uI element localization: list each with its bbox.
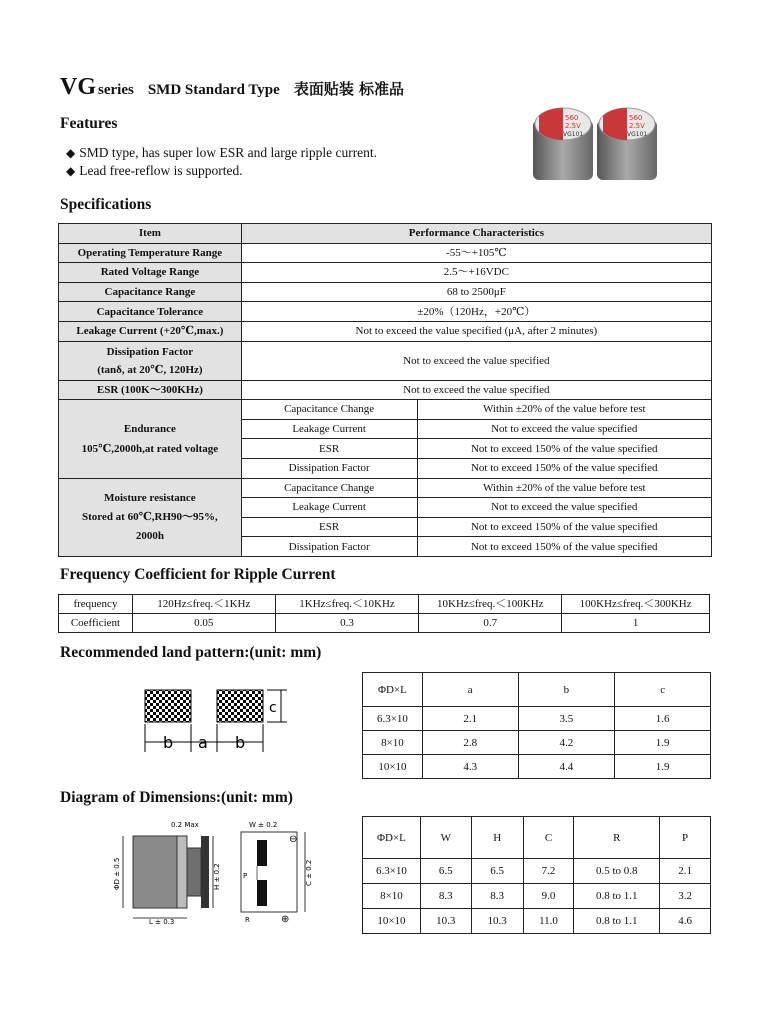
label-b: b: [163, 733, 174, 752]
table-row: [363, 731, 711, 755]
spec-item-line: Dissipation Factor: [106, 345, 194, 358]
spec-param: ESR: [241, 439, 417, 459]
land-cell: 1.9: [615, 755, 711, 779]
label-h: H ± 0.2: [213, 863, 221, 890]
dim-cell: 11.0: [523, 909, 574, 934]
spec-param: Dissipation Factor: [241, 537, 417, 557]
spec-item-line: 105℃,2000h,at rated voltage: [81, 442, 219, 455]
land-pattern-table: [362, 672, 711, 779]
table-row: [59, 595, 710, 614]
table-row: [363, 909, 711, 934]
dim-header: C: [523, 817, 574, 859]
cap-label-2: 2.5V: [629, 122, 645, 130]
spec-item: ESR (100K～300KHz): [59, 380, 242, 400]
spec-item-line: 2000h: [135, 529, 164, 542]
spec-value: Within ±20% of the value before test: [417, 400, 711, 420]
type-en: SMD Standard Type: [147, 82, 280, 98]
col-perf-header: Performance Characteristics: [241, 224, 711, 244]
table-row: [59, 400, 712, 420]
table-row: [59, 263, 712, 283]
spec-value: ±20%（120Hz，+20℃）: [241, 302, 711, 322]
land-cell: 4.3: [422, 755, 518, 779]
dimensions-icon: [105, 818, 320, 930]
specifications-heading: Specifications: [60, 196, 152, 213]
dimensions-diagram: [105, 818, 320, 930]
table-row: [363, 707, 711, 731]
spec-item: Rated Voltage Range: [59, 263, 242, 283]
spec-value: 68 to 2500μF: [241, 282, 711, 302]
table-row: [363, 755, 711, 779]
spec-value: Within ±20% of the value before test: [417, 478, 711, 498]
table-row: [59, 380, 712, 400]
feature-item-1: [66, 145, 377, 161]
table-row: [363, 817, 711, 859]
dim-cell: 0.5 to 0.8: [574, 859, 660, 884]
dim-header: W: [420, 817, 471, 859]
spec-param: Capacitance Change: [241, 400, 417, 420]
table-row: [363, 673, 711, 707]
table-row: [59, 614, 710, 633]
freq-cell: Coefficient: [59, 614, 133, 633]
label-b: b: [235, 733, 246, 752]
label-w: W ± 0.2: [249, 821, 278, 829]
freq-cell: 0.3: [275, 614, 419, 633]
table-row: [59, 282, 712, 302]
spec-value: Not to exceed 150% of the value specified: [417, 439, 711, 459]
spec-param: Capacitance Change: [241, 478, 417, 498]
capacitor-photo: [525, 104, 695, 184]
land-header: ΦD×L: [363, 673, 423, 707]
freq-cell: 100KHz≤freq.＜300KHz: [562, 595, 710, 614]
table-row: [59, 341, 712, 380]
spec-item: Leakage Current (+20℃,max.): [59, 321, 242, 341]
spec-value: -55～+105℃: [241, 243, 711, 263]
dimensions-heading: Diagram of Dimensions:(unit: mm): [60, 789, 293, 806]
freq-cell: frequency: [59, 595, 133, 614]
diamond-icon: ◆: [66, 164, 76, 178]
label-max: 0.2 Max: [171, 821, 199, 829]
dim-cell: 6.5: [471, 859, 523, 884]
spec-item: Capacitance Tolerance: [59, 302, 242, 322]
spec-item-dissipation: [59, 341, 242, 380]
dim-cell: 10×10: [363, 909, 421, 934]
land-header: a: [422, 673, 518, 707]
table-row: [59, 224, 712, 244]
cap-label-1: 560: [629, 114, 643, 122]
cap-label-3: VG101: [627, 131, 648, 138]
land-cell: 3.5: [518, 707, 615, 731]
minus-icon: ⊖: [289, 834, 298, 845]
dim-header: R: [574, 817, 660, 859]
spec-item-line: Stored at 60℃,RH90～95%,: [81, 510, 218, 523]
label-d: ΦD ± 0.5: [113, 857, 121, 890]
feature-item-2: [66, 163, 243, 179]
spec-value: Not to exceed the value specified: [241, 380, 711, 400]
table-row: [59, 302, 712, 322]
spec-item-line: (tanδ, at 20℃, 120Hz): [97, 363, 203, 376]
spec-item-endurance: [59, 400, 242, 478]
freq-cell: 120Hz≤freq.＜1KHz: [132, 595, 275, 614]
label-c: C ± 0.2: [305, 859, 313, 886]
land-cell: 1.9: [615, 731, 711, 755]
frequency-heading: Frequency Coefficient for Ripple Current: [60, 566, 336, 583]
table-row: [363, 859, 711, 884]
freq-cell: 10KHz≤freq.＜100KHz: [419, 595, 562, 614]
cap-label-1: 560: [565, 114, 579, 122]
capacitor-image-icon: [525, 104, 695, 184]
spec-value: Not to exceed 150% of the value specified: [417, 537, 711, 557]
label-l: L ± 0.3: [149, 918, 175, 926]
col-item-header: Item: [59, 224, 242, 244]
spec-item: Capacitance Range: [59, 282, 242, 302]
land-cell: 4.4: [518, 755, 615, 779]
spec-value: Not to exceed the value specified: [417, 498, 711, 518]
label-p: P: [243, 872, 248, 880]
feature-text: Lead free-reflow is supported.: [79, 163, 243, 178]
spec-param: Dissipation Factor: [241, 458, 417, 478]
land-pattern-heading: Recommended land pattern:(unit: mm): [60, 644, 322, 661]
dim-cell: 4.6: [660, 909, 711, 934]
type-cn: 表面贴装 标准品: [293, 80, 405, 98]
page-title: [60, 74, 404, 101]
spec-item-moisture: [59, 478, 242, 556]
dim-cell: 9.0: [523, 884, 574, 909]
freq-cell: 1: [562, 614, 710, 633]
dim-cell: 6.5: [420, 859, 471, 884]
table-row: [59, 243, 712, 263]
label-a: a: [198, 733, 208, 752]
diamond-icon: ◆: [66, 146, 76, 160]
land-cell: 4.2: [518, 731, 615, 755]
land-cell: 2.1: [422, 707, 518, 731]
dim-header: P: [660, 817, 711, 859]
features-heading: Features: [60, 115, 118, 132]
land-pattern-icon: [135, 682, 305, 762]
dim-cell: 8.3: [420, 884, 471, 909]
spec-value: Not to exceed 150% of the value specified: [417, 517, 711, 537]
dim-header: H: [471, 817, 523, 859]
land-cell: 1.6: [615, 707, 711, 731]
label-r: R: [245, 916, 250, 924]
table-row: [59, 321, 712, 341]
cap-label-2: 2.5V: [565, 122, 581, 130]
land-header: b: [518, 673, 615, 707]
table-row: [59, 478, 712, 498]
freq-cell: 0.7: [419, 614, 562, 633]
frequency-table: [58, 594, 710, 633]
dimensions-table: [362, 816, 711, 934]
spec-param: Leakage Current: [241, 498, 417, 518]
land-header: c: [615, 673, 711, 707]
freq-cell: 1KHz≤freq.＜10KHz: [275, 595, 419, 614]
spec-item-line: Endurance: [123, 422, 176, 435]
spec-param: Leakage Current: [241, 419, 417, 439]
land-cell: 6.3×10: [363, 707, 423, 731]
dim-cell: 8×10: [363, 884, 421, 909]
feature-text: SMD type, has super low ESR and large ripple current.: [79, 145, 378, 160]
table-row: [363, 884, 711, 909]
spec-value: Not to exceed 150% of the value specified: [417, 458, 711, 478]
series-word: series: [98, 82, 134, 98]
plus-icon: ⊕: [281, 914, 290, 925]
spec-value: Not to exceed the value specified (μA, after 2 minutes): [241, 321, 711, 341]
dim-header: ΦD×L: [363, 817, 421, 859]
spec-value: 2.5～+16VDC: [241, 263, 711, 283]
dim-cell: 2.1: [660, 859, 711, 884]
land-cell: 10×10: [363, 755, 423, 779]
dim-cell: 8.3: [471, 884, 523, 909]
dim-cell: 0.8 to 1.1: [574, 909, 660, 934]
dim-cell: 0.8 to 1.1: [574, 884, 660, 909]
dim-cell: 3.2: [660, 884, 711, 909]
specifications-table: [58, 223, 712, 557]
dim-cell: 10.3: [420, 909, 471, 934]
cap-label-3: VG101: [563, 131, 584, 138]
spec-item: Operating Temperature Range: [59, 243, 242, 263]
spec-param: ESR: [241, 517, 417, 537]
land-cell: 8×10: [363, 731, 423, 755]
spec-value: Not to exceed the value specified: [417, 419, 711, 439]
land-pattern-diagram: [135, 682, 305, 762]
dim-cell: 7.2: [523, 859, 574, 884]
land-cell: 2.8: [422, 731, 518, 755]
label-c: c: [269, 700, 277, 716]
series-code: VG: [60, 74, 96, 100]
spec-item-line: Moisture resistance: [104, 491, 196, 504]
dim-cell: 10.3: [471, 909, 523, 934]
spec-value: Not to exceed the value specified: [241, 341, 711, 380]
dim-cell: 6.3×10: [363, 859, 421, 884]
freq-cell: 0.05: [132, 614, 275, 633]
